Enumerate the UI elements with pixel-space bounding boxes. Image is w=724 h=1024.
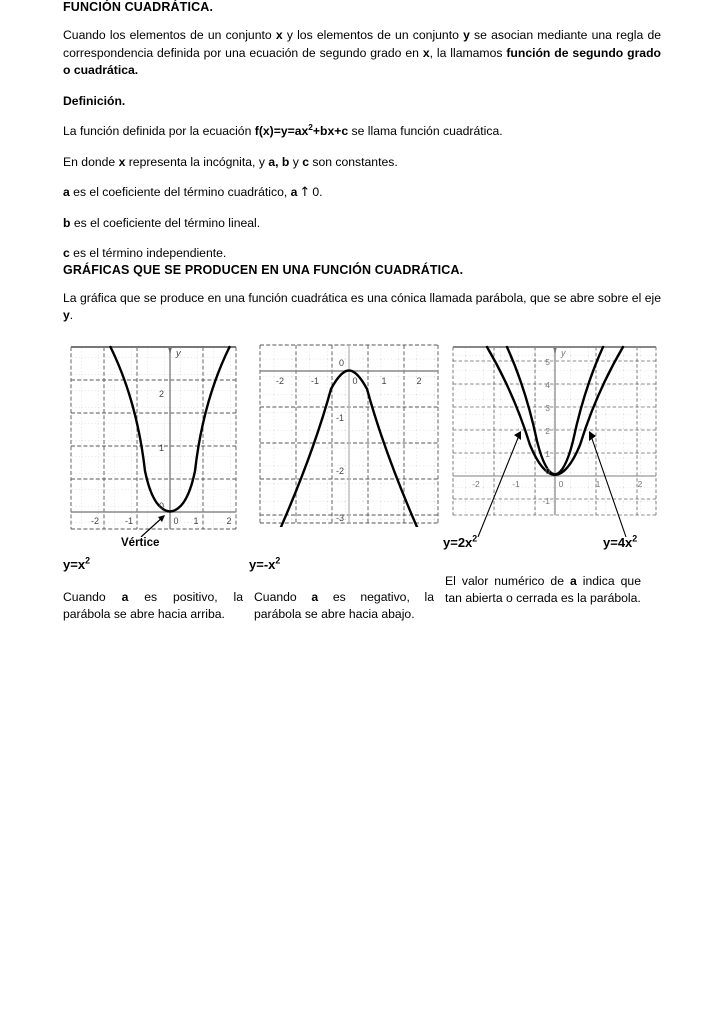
coef-a-part-2: 0.	[312, 185, 323, 199]
intro-part-4: , la llamamos	[429, 45, 507, 60]
eq-4-sup: 2	[632, 533, 638, 544]
quadratic-formula	[254, 121, 349, 138]
y-tick-2: 2	[545, 425, 550, 436]
intro-bold-x: x	[275, 28, 283, 42]
y-tick--1: -1	[335, 412, 344, 423]
definicion-label	[63, 93, 661, 111]
caption-3-part-2: indica que tan abierta o cerrada es la parábola.	[445, 573, 641, 605]
x-tick-0: 0	[352, 375, 358, 386]
intro-bold-tail: función de segundo grado o cuadrática.	[63, 45, 661, 77]
document-page	[63, 0, 661, 623]
intro-bold-x2: x	[422, 45, 430, 60]
formula-pre: f(x)=y=ax	[254, 124, 309, 138]
y-axis-label: y	[176, 347, 181, 359]
x-tick-0: 0	[558, 478, 564, 489]
y-tick-3: 3	[545, 402, 550, 413]
equation-label-1	[63, 557, 90, 572]
caption-1-part-2: es positivo, la parábola se abre hacia arriba.	[63, 589, 243, 621]
equation-label-2	[249, 557, 280, 572]
y-tick-2: 2	[158, 388, 164, 399]
caption-1-part-1: Cuando	[63, 589, 122, 604]
paragraph-coef-b	[63, 215, 661, 233]
y-tick-0: 0	[338, 357, 344, 368]
x-tick-0: 0	[173, 515, 179, 526]
equation-label-4	[603, 535, 637, 550]
endonde-bold-x: x	[118, 154, 126, 169]
caption-3-part-1: El valor numérico de	[445, 573, 570, 588]
formula-exponent: 2	[308, 121, 313, 132]
formula-post: +bx+c	[312, 124, 349, 138]
eq-3-sup: 2	[472, 533, 478, 544]
x-tick-1: 1	[381, 375, 387, 386]
graph-3-svg	[448, 341, 661, 537]
caption-columns	[63, 573, 661, 623]
definicion-label-text: Definición.	[63, 93, 126, 108]
x-tick--2: -2	[275, 375, 285, 386]
caption-column-1	[63, 589, 243, 623]
coef-c-part-1: es el término independiente.	[69, 246, 227, 260]
y-tick--2: -2	[335, 465, 344, 476]
endonde-bold-ab: a, b	[268, 154, 290, 169]
paragraph-grafica	[63, 290, 661, 325]
x-tick--1: -1	[310, 375, 320, 386]
caption-column-2	[254, 589, 434, 623]
y-tick-5: 5	[545, 356, 550, 367]
caption-column-3	[445, 573, 641, 623]
coef-a-part-1: es el coeficiente del término cuadrático,	[69, 185, 291, 199]
grafica-bold-y: y	[63, 308, 70, 322]
x-tick--2: -2	[472, 478, 480, 489]
y-tick--1: -1	[542, 495, 550, 506]
caption-2-bold-a: a	[311, 589, 319, 604]
y-tick-0: 0	[545, 465, 550, 476]
x-tick-2: 2	[416, 375, 422, 386]
eq-2-sup: 2	[275, 555, 281, 566]
grafica-part-1: La gráfica que se produce en una función cuadrática es una cónica llamada parábola, que se abre sobre el eje	[63, 290, 661, 305]
coef-b-bold: b	[63, 215, 71, 230]
x-tick--1: -1	[512, 478, 520, 489]
eq-2-pre: y=-x	[249, 556, 276, 572]
x-tick-2: 2	[226, 515, 232, 526]
x-tick--2: -2	[90, 515, 100, 526]
coef-a-bold: a	[63, 185, 70, 199]
paragraph-coef-a	[63, 184, 661, 202]
minor-grid	[71, 347, 236, 529]
intro-part-3: se asocian mediante una regla de correspondencia definida por una ecuación de segundo grado en	[63, 28, 661, 60]
endonde-part-4: son constantes.	[308, 154, 398, 169]
paragraph-definicion	[63, 123, 661, 141]
caption-3-text	[445, 573, 641, 607]
caption-1-text	[63, 589, 243, 623]
endonde-part-3: y	[289, 154, 303, 169]
figure-parabolas-width	[448, 341, 661, 542]
endonde-part-2: representa la incógnita, y	[125, 154, 269, 169]
y-tick--3: -3	[335, 512, 344, 523]
eq-4-pre: y=4x	[603, 534, 633, 550]
grafica-part-2: .	[69, 308, 74, 322]
caption-2-text	[254, 589, 434, 623]
paragraph-coef-c	[63, 245, 661, 263]
eq-1-sup: 2	[85, 555, 90, 566]
y-tick-1: 1	[158, 442, 164, 453]
y-tick-0: 0	[158, 500, 164, 511]
paragraph-endonde	[63, 154, 661, 172]
not-equal-glyph: ↑	[299, 185, 311, 200]
endonde-bold-c: c	[302, 154, 309, 169]
coef-c-bold: c	[63, 246, 70, 260]
graph-2-svg	[256, 341, 442, 527]
section-title-graficas: GRÁFICAS QUE SE PRODUCEN EN UNA FUNCIÓN CUADRÁTICA.	[63, 262, 464, 277]
page-title: FUNCIÓN CUADRÁTICA.	[63, 0, 214, 14]
equation-label-3	[443, 535, 477, 550]
caption-3-bold-a: a	[570, 573, 577, 588]
x-tick-1: 1	[595, 478, 601, 489]
x-tick--1: -1	[124, 515, 134, 526]
caption-2-part-2: es negativo, la parábola se abre hacia abajo.	[254, 589, 435, 621]
intro-part-1: Cuando los elementos de un conjunto	[63, 28, 276, 42]
graph-1-svg	[65, 341, 237, 537]
coef-a-bold-2: a	[290, 185, 298, 199]
x-tick-1: 1	[193, 515, 199, 526]
intro-part-2: y los elementos de un conjunto	[282, 28, 464, 42]
caption-1-bold-a: a	[121, 589, 129, 604]
definicion-part-2: se llama función cuadrática.	[348, 124, 503, 138]
eq-1-pre: y=x	[63, 556, 86, 572]
endonde-part-1: En donde	[63, 154, 119, 169]
caption-2-part-1: Cuando	[254, 589, 312, 604]
coef-b-part-1: es el coeficiente del término lineal.	[70, 215, 261, 230]
figure-parabola-up	[65, 341, 237, 542]
vertex-annotation: Vértice	[121, 536, 160, 549]
x-tick-2: 2	[637, 478, 643, 489]
y-tick-4: 4	[545, 379, 550, 390]
y-tick-1: 1	[545, 448, 550, 459]
y-axis-label: y	[561, 347, 566, 358]
figure-parabola-down	[256, 341, 442, 532]
eq-3-pre: y=2x	[443, 534, 473, 550]
definicion-part-1: La función definida por la ecuación	[63, 124, 255, 138]
intro-bold-y: y	[463, 28, 470, 42]
paragraph-intro	[63, 27, 661, 80]
